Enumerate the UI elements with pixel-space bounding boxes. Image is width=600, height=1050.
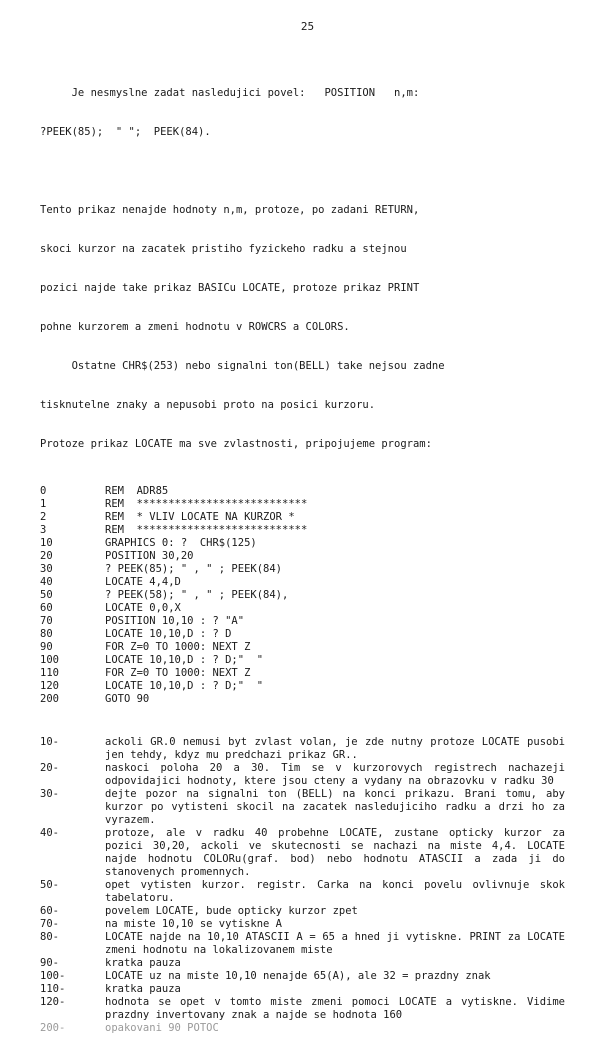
note-item [40, 931, 565, 957]
note-line-ref: 120- [40, 996, 66, 1008]
note-item [40, 762, 565, 788]
note-line-ref: 200- [40, 1022, 66, 1034]
note-item [40, 879, 565, 905]
listing-row [40, 576, 565, 589]
note-item [40, 827, 565, 879]
code-text: LOCATE 10,10,D : ? D;" " [105, 680, 264, 692]
note-text: opakovani 90 POTOC [105, 1022, 219, 1034]
line-number: 0 [40, 485, 47, 497]
listing-row [40, 615, 565, 628]
listing-row [40, 485, 565, 498]
note-text: dejte pozor na signalni ton (BELL) na konci prikazu. Brani tomu, aby kurzor po vytisteni skocil na zacatek nasledujiciho radku a drzi ho za vyrazem. [105, 788, 565, 826]
note-line-ref: 30- [40, 788, 59, 800]
line-number: 110 [40, 667, 59, 679]
note-text: LOCATE najde na 10,10 ATASCII A = 65 a hned ji vytiskne. PRINT za LOCATE zmeni hodnotu na lokalizovanem miste [105, 931, 565, 956]
listing-row [40, 641, 565, 654]
note-text: naskoci poloha 20 a 30. Tim se v kurzorovych registrech nachazeji odpovidajici hodnoty, ktere jsou cteny a vydany na obrazovku v radku 30 [105, 762, 565, 787]
listing-row [40, 511, 565, 524]
text-line: Protoze prikaz LOCATE ma sve zvlastnosti, pripojujeme program: [40, 438, 432, 450]
code-text: POSITION 10,10 : ? "A" [105, 615, 245, 627]
code-text: REM *************************** [105, 524, 308, 536]
line-number: 40 [40, 576, 53, 588]
code-text: REM ADR85 [105, 485, 169, 497]
listing-row [40, 628, 565, 641]
code-text: REM * VLIV LOCATE NA KURZOR * [105, 511, 295, 523]
text-line: ?PEEK(85); " "; PEEK(84). [40, 126, 211, 138]
line-number: 30 [40, 563, 53, 575]
note-text: kratka pauza [105, 983, 181, 995]
note-line-ref: 70- [40, 918, 59, 930]
note-item [40, 788, 565, 827]
note-line-ref: 60- [40, 905, 59, 917]
note-item [40, 970, 565, 983]
line-number: 120 [40, 680, 59, 692]
note-text: ackoli GR.0 nemusi byt zvlast volan, je zde nutny protoze LOCATE pusobi jen tehdy, kdyz mu predchazi prikaz GR.. [105, 736, 565, 761]
listing-row [40, 498, 565, 511]
listing-row [40, 563, 565, 576]
note-line-ref: 40- [40, 827, 59, 839]
line-notes [40, 736, 565, 1035]
note-line-ref: 10- [40, 736, 59, 748]
line-number: 3 [40, 524, 47, 536]
code-text: ? PEEK(85); " , " ; PEEK(84) [105, 563, 283, 575]
text-line: tisknutelne znaky a nepusobi proto na posici kurzoru. [40, 399, 376, 411]
note-item [40, 957, 565, 970]
note-item [40, 996, 565, 1022]
note-line-ref: 90- [40, 957, 59, 969]
listing-row [40, 693, 565, 706]
code-text: GRAPHICS 0: ? CHR$(125) [105, 537, 257, 549]
page-number: 25 [300, 20, 315, 33]
note-line-ref: 80- [40, 931, 59, 943]
text-line: Ostatne CHR$(253) nebo signalni ton(BELL) take nejsou zadne [40, 360, 445, 372]
line-number: 70 [40, 615, 53, 627]
listing-row [40, 680, 565, 693]
listing-row [40, 537, 565, 550]
note-line-ref: 100- [40, 970, 66, 982]
code-text: FOR Z=0 TO 1000: NEXT Z [105, 667, 251, 679]
note-line-ref: 20- [40, 762, 59, 774]
line-number: 60 [40, 602, 53, 614]
listing-row [40, 589, 565, 602]
code-text: LOCATE 10,10,D : ? D;" " [105, 654, 264, 666]
note-text: povelem LOCATE, bude opticky kurzor zpet [105, 905, 358, 917]
note-item [40, 983, 565, 996]
text-line: Tento prikaz nenajde hodnoty n,m, protoze, po zadani RETURN, [40, 204, 420, 216]
note-item [40, 905, 565, 918]
code-text: ? PEEK(58); " , " ; PEEK(84), [105, 589, 289, 601]
code-text: FOR Z=0 TO 1000: NEXT Z [105, 641, 251, 653]
code-text: LOCATE 0,0,X [105, 602, 181, 614]
line-number: 200 [40, 693, 59, 705]
intro-paragraph-1 [40, 61, 565, 165]
code-text: REM *************************** [105, 498, 308, 510]
code-text: POSITION 30,20 [105, 550, 194, 562]
note-text: kratka pauza [105, 957, 181, 969]
note-line-ref: 50- [40, 879, 59, 891]
note-item [40, 736, 565, 762]
note-item [40, 1022, 565, 1035]
line-number: 80 [40, 628, 53, 640]
code-text: LOCATE 10,10,D : ? D [105, 628, 232, 640]
listing-row [40, 602, 565, 615]
line-number: 100 [40, 654, 59, 666]
note-text: LOCATE uz na miste 10,10 nenajde 65(A), ale 32 = prazdny znak [105, 970, 491, 982]
line-number: 1 [40, 498, 47, 510]
listing-row [40, 654, 565, 667]
code-text: GOTO 90 [105, 693, 150, 705]
code-text: LOCATE 4,4,D [105, 576, 181, 588]
listing-row [40, 667, 565, 680]
listing-row [40, 524, 565, 537]
text-line: Je nesmyslne zadat nasledujici povel: POSITION n,m: [40, 87, 420, 99]
document-page [40, 20, 565, 1040]
note-text: protoze, ale v radku 40 probehne LOCATE, zustane opticky kurzor za pozici 30,20, ackoli ve skutecnosti se nachazi na miste 4,4. LOCATE najde hodnotu COLORu(graf. bod) nebo hodnotu ATASCII a zada ji do stanovenych promennych. [105, 827, 565, 878]
note-item [40, 918, 565, 931]
note-text: hodnota se opet v tomto miste zmeni pomoci LOCATE a vytiskne. Vidime prazdny invertovany znak a najde se hodnota 160 [105, 996, 565, 1021]
line-number: 2 [40, 511, 47, 523]
text-line: pohne kurzorem a zmeni hodnotu v ROWCRS a COLORS. [40, 321, 350, 333]
text-line: pozici najde take prikaz BASICu LOCATE, protoze prikaz PRINT [40, 282, 420, 294]
program-listing [40, 485, 565, 706]
line-number: 10 [40, 537, 53, 549]
line-number: 20 [40, 550, 53, 562]
listing-row [40, 550, 565, 563]
intro-paragraph-2 [40, 178, 565, 477]
text-line: skoci kurzor na zacatek pristiho fyzickeho radku a stejnou [40, 243, 407, 255]
note-text: na miste 10,10 se vytiskne A [105, 918, 283, 930]
note-line-ref: 110- [40, 983, 66, 995]
line-number: 50 [40, 589, 53, 601]
note-text: opet vytisten kurzor. registr. Carka na konci povelu ovlivnuje skok tabelatoru. [105, 879, 565, 904]
line-number: 90 [40, 641, 53, 653]
